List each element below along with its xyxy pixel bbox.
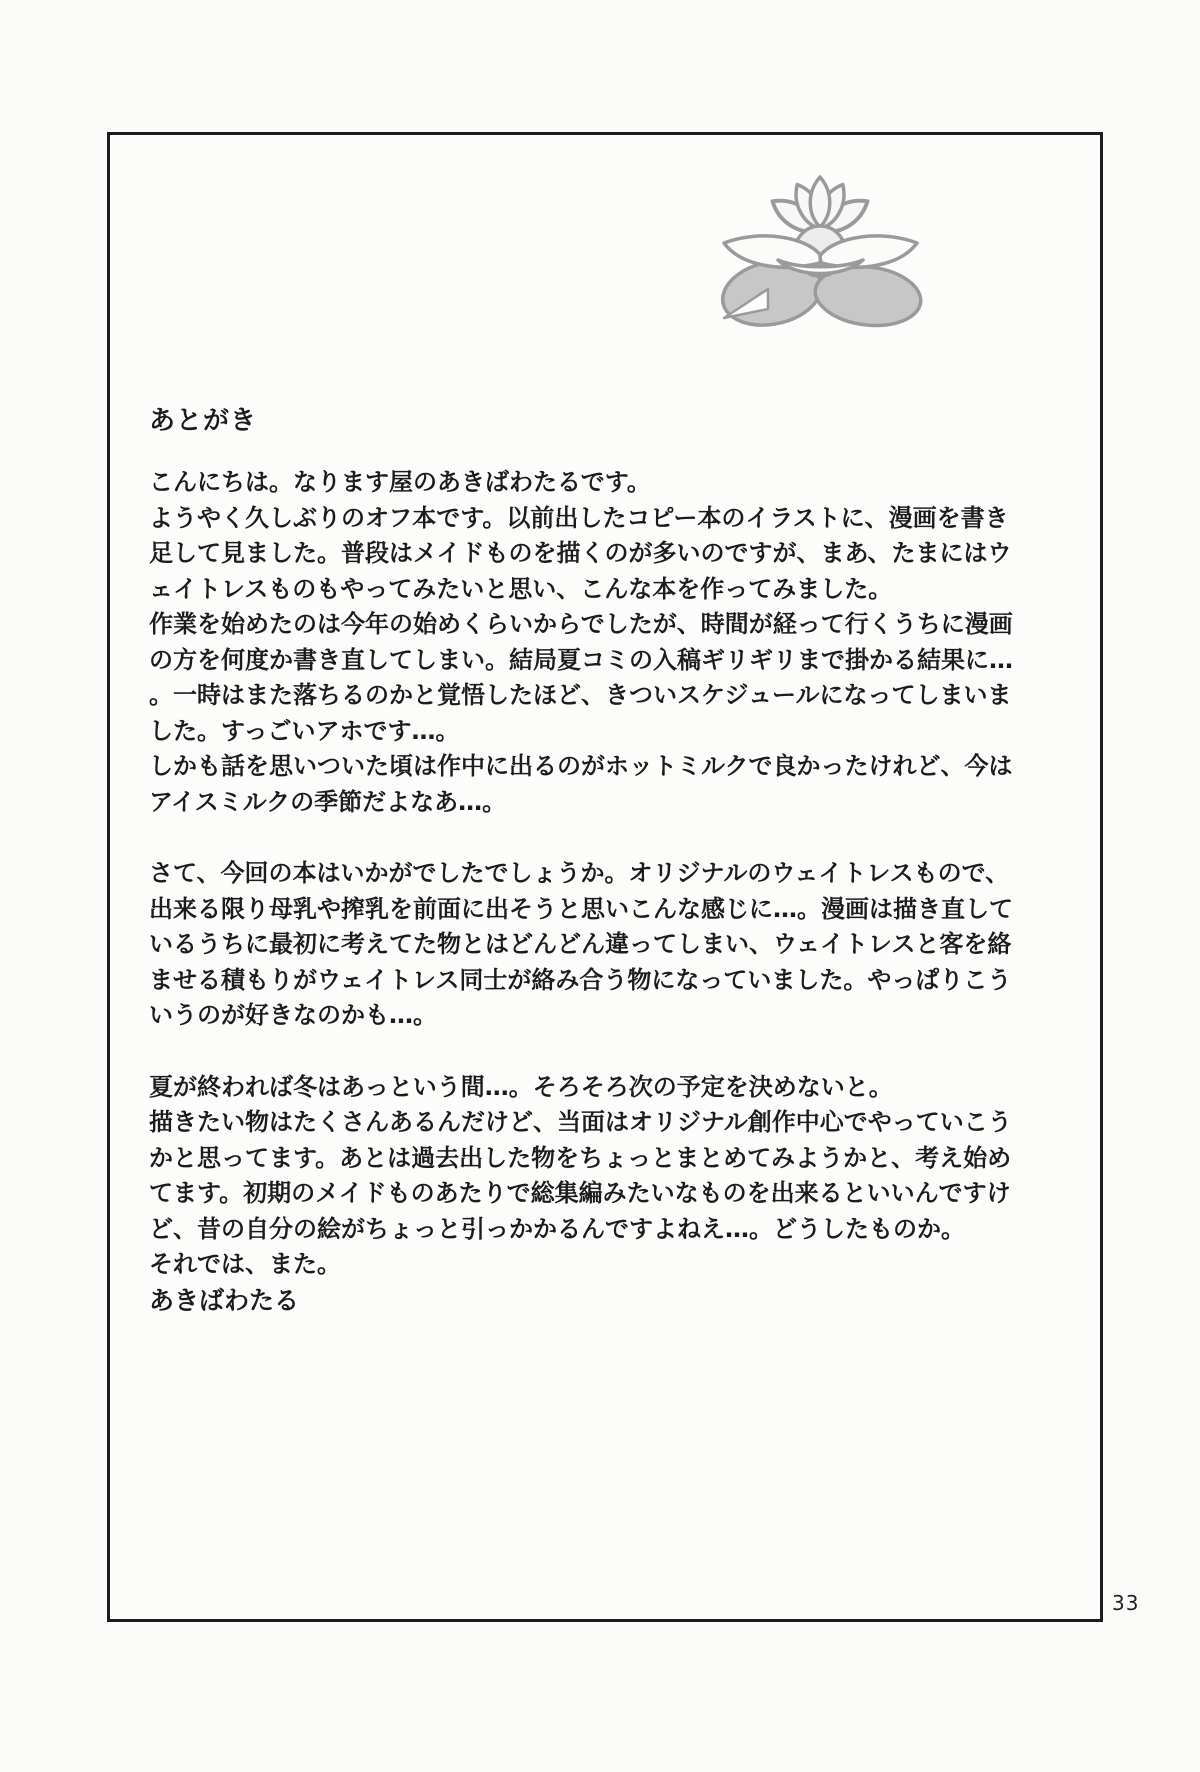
paragraph: 作業を始めたのは今年の始めくらいからでしたが、時間が経って行くうちに漫画の方を何度か書き直してしまい。結局夏コミの入稿ギリギリまで掛かる結果に…。一時はまた落ちるのかと覚悟したほど、きついスケジュールになってしまいました。すっごいアホです…。	[149, 610, 1013, 745]
lotus-icon	[708, 157, 933, 329]
paragraph: 夏が終われば冬はあっという間…。そろそろ次の予定を決めないと。	[149, 1072, 893, 1101]
paragraph: ようやく久しぶりのオフ本です。以前出したコピー本のイラストに、漫画を書き足して見ました。普段はメイドものを描くのが多いのですが、まあ、たまにはウェイトレスものもやってみたいと思い、こんな本を作ってみました。	[149, 503, 1012, 603]
afterword-body	[149, 465, 1021, 1318]
author-signature: あきばわたる	[149, 1285, 300, 1315]
paragraph: 描きたい物はたくさんあるんだけど、当面はオリジナル創作中心でやっていこうかと思ってます。あとは過去出した物をちょっとまとめてみようかと、考え始めてます。初期のメイドものあたりで総集編みたいなものを出来るといいんですけど、昔の自分の絵がちょっと引っかかるんですよねえ…。どうしたものか。	[149, 1108, 1012, 1243]
paragraph: しかも話を思いついた頃は作中に出るのがホットミルクで良かったけれど、今はアイスミルクの季節だよなあ…。	[149, 752, 1013, 816]
paragraph: こんにちは。なります屋のあきばわたるです。	[149, 468, 651, 496]
paragraph: それでは、また。	[149, 1250, 341, 1278]
afterword-title: あとがき	[149, 406, 258, 436]
page-number: 33	[1112, 1591, 1140, 1615]
paragraph: さて、今回の本はいかがでしたでしょうか。オリジナルのウェイトレスもので、出来る限り母乳や搾乳を前面に出そうと思いこんな感じに…。漫画は描き直しているうちに最初に考えてた物とはどんどん違ってしまい、ウェイトレスと客を絡ませる積もりがウェイトレス同士が絡み合う物になっていました。やっぱりこういうのが好きなのかも…。	[149, 859, 1013, 1029]
page-frame	[107, 132, 1103, 1622]
